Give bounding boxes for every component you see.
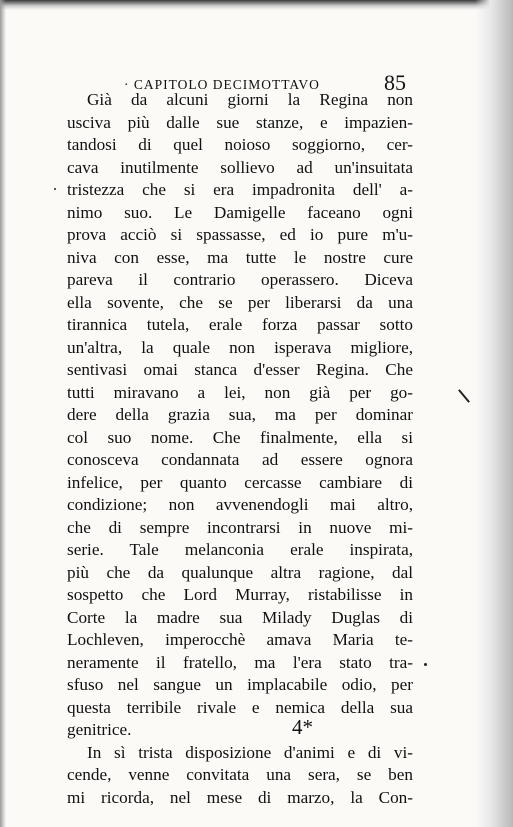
- page-number: 85: [384, 70, 406, 95]
- body-text: [67, 89, 413, 809]
- text-line: ella sovente, che se per liberarsi da una: [67, 292, 413, 312]
- text-line: questa terribile rivale e nemica della sua: [67, 697, 413, 717]
- margin-speck: [424, 663, 427, 666]
- text-line: Lochleven, imperocchè amava Maria te-: [67, 630, 413, 649]
- text-line: infelice, per quanto cercasse cambiare di: [67, 472, 413, 492]
- text-line: conosceva condannata ad essere ognora: [67, 450, 413, 469]
- text-line: pareva il contrario operassero. Diceva: [67, 270, 413, 289]
- text-line: tandosi di quel noioso soggiorno, cer-: [67, 135, 413, 154]
- text-line: tutti miravano a lei, non già per go-: [67, 382, 413, 402]
- text-line: sfuso nel sangue un implacabile odio, per: [67, 675, 413, 694]
- text-line: neramente il fratello, ma l'era stato tra-: [67, 652, 413, 672]
- text-line: sentivasi omai stanca d'esser Regina. Che: [67, 360, 413, 379]
- running-title: · CAPITOLO DECIMOTTAVO: [124, 77, 320, 92]
- text-line: nimo suo. Le Damigelle faceano ogni: [67, 202, 413, 222]
- page-left-shadow: [0, 0, 6, 827]
- margin-speck: [54, 188, 56, 190]
- text-line: In sì trista disposizione d'animi e di vi-: [87, 742, 413, 762]
- signature-mark: 4*: [292, 715, 313, 739]
- text-line: serie. Tale melanconia erale inspirata,: [67, 540, 413, 559]
- page-right-shadow: [475, 0, 513, 827]
- text-line: sospetto che Lord Murray, ristabilisse in: [67, 585, 413, 604]
- text-line: cende, venne convitata una sera, se ben: [67, 765, 413, 784]
- text-line: dere della grazia sua, ma per dominar: [67, 405, 413, 424]
- text-line: condizione; non avvenendogli mai altro,: [67, 495, 413, 514]
- text-line: tristezza che si era impadronita dell' a-: [67, 180, 413, 199]
- text-line: niva con esse, ma tutte le nostre cure: [67, 247, 413, 267]
- text-line: cava inutilmente sollievo ad un'insuitata: [67, 157, 413, 177]
- text-line: Corte la madre sua Milady Duglas di: [67, 607, 413, 627]
- text-line: tirannica tutela, erale forza passar sotto: [67, 315, 413, 334]
- text-line: col suo nome. Che finalmente, ella si: [67, 427, 413, 447]
- text-line: un'altra, la quale non isperava migliore,: [67, 337, 413, 357]
- text-line: genitrice.: [67, 720, 132, 739]
- text-line: prova acciò si spassasse, ed io pure m'u-: [67, 225, 413, 244]
- text-line: usciva più dalle sue stanze, e impazien-: [67, 112, 413, 132]
- page-top-shadow: [0, 0, 513, 10]
- text-line: più che da qualunque altra ragione, dal: [67, 562, 413, 582]
- text-line: che di sempre incontrarsi in nuove mi-: [67, 517, 413, 537]
- text-line: mi ricorda, nel mese di marzo, la Con-: [67, 787, 413, 807]
- margin-mark: [458, 389, 470, 403]
- text-line: Già da alcuni giorni la Regina non: [87, 90, 413, 109]
